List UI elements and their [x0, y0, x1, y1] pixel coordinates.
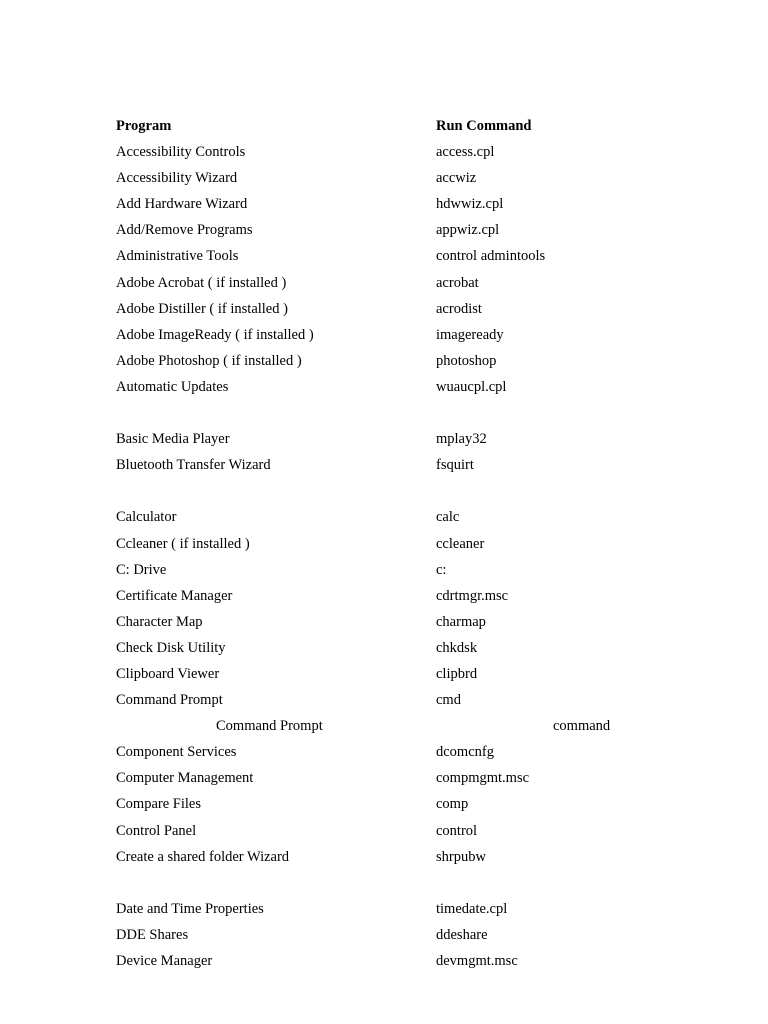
- spacer-row: [116, 480, 676, 506]
- spacer-row: [116, 402, 676, 428]
- table-row: [116, 167, 676, 193]
- run-command: ddeshare: [436, 926, 488, 943]
- program-name: Calculator: [116, 509, 177, 526]
- program-name: Accessibility Wizard: [116, 170, 238, 187]
- table-row: [116, 324, 676, 350]
- table-row: [116, 898, 676, 924]
- table-body: [116, 141, 676, 976]
- run-command: accwiz: [436, 170, 477, 187]
- header-run-command: Run Command: [436, 118, 532, 134]
- run-command: chkdsk: [436, 639, 478, 656]
- table-row: [116, 350, 676, 376]
- program-name: Automatic Updates: [116, 378, 229, 395]
- table-row: [116, 846, 676, 872]
- run-command: command: [553, 718, 611, 735]
- program-name: Basic Media Player: [116, 431, 230, 448]
- run-command: cdrtmgr.msc: [436, 587, 509, 604]
- program-name: Ccleaner ( if installed ): [116, 535, 250, 552]
- table-row: [116, 298, 676, 324]
- table-row: [116, 663, 676, 689]
- program-name: Clipboard Viewer: [116, 665, 220, 682]
- run-command: c:: [436, 561, 447, 578]
- program-name: Compare Files: [116, 796, 201, 813]
- header-program: Program: [116, 118, 172, 134]
- table-row: [116, 376, 676, 402]
- program-name: Device Manager: [116, 953, 213, 969]
- table-row: [116, 767, 676, 793]
- table-row: [116, 924, 676, 950]
- program-name: Certificate Manager: [116, 587, 233, 604]
- program-name: Adobe ImageReady ( if installed ): [116, 326, 314, 343]
- program-name: Adobe Photoshop ( if installed ): [116, 352, 302, 369]
- run-command: control: [436, 822, 478, 839]
- program-name: Adobe Acrobat ( if installed ): [116, 274, 287, 291]
- run-command: compmgmt.msc: [436, 770, 530, 787]
- program-name: Character Map: [116, 613, 203, 630]
- program-name: Bluetooth Transfer Wizard: [116, 457, 271, 474]
- program-name: Control Panel: [116, 822, 197, 839]
- program-name: Component Services: [116, 744, 237, 761]
- table-row: [116, 820, 676, 846]
- program-name: Accessibility Controls: [116, 144, 246, 161]
- run-command: acrodist: [436, 300, 482, 317]
- table-row: [116, 637, 676, 663]
- table-row: [116, 741, 676, 767]
- run-command: ccleaner: [436, 535, 485, 552]
- run-command: imageready: [436, 326, 504, 343]
- run-command: fsquirt: [436, 457, 474, 474]
- run-command: comp: [436, 796, 469, 813]
- table-row: [116, 715, 676, 741]
- run-command: wuaucpl.cpl: [436, 378, 507, 395]
- program-name: DDE Shares: [116, 926, 189, 943]
- table-row: [116, 950, 676, 976]
- run-command: control admintools: [436, 248, 546, 265]
- program-name: Date and Time Properties: [116, 900, 264, 917]
- table-row: [116, 559, 676, 585]
- run-command: photoshop: [436, 352, 497, 369]
- table-row: [116, 428, 676, 454]
- run-command: dcomcnfg: [436, 744, 494, 761]
- table-row: [116, 272, 676, 298]
- table-row: [116, 454, 676, 480]
- program-name: Command Prompt: [216, 718, 323, 735]
- run-command: appwiz.cpl: [436, 222, 500, 239]
- run-command: charmap: [436, 613, 486, 630]
- program-name: Adobe Distiller ( if installed ): [116, 300, 288, 317]
- run-command: clipbrd: [436, 665, 478, 682]
- program-name: Computer Management: [116, 770, 254, 787]
- table-row: [116, 193, 676, 219]
- table-row: [116, 689, 676, 715]
- program-name: Command Prompt: [116, 692, 223, 709]
- table-row: [116, 219, 676, 245]
- program-name: Add/Remove Programs: [116, 222, 253, 239]
- program-name: Administrative Tools: [116, 248, 239, 265]
- table-row: [116, 506, 676, 532]
- run-command: mplay32: [436, 431, 487, 448]
- table-row: [116, 793, 676, 819]
- program-name: Add Hardware Wizard: [116, 196, 248, 213]
- run-command: shrpubw: [436, 848, 486, 865]
- table-row: [116, 533, 676, 559]
- spacer-row: [116, 872, 676, 898]
- program-name: Create a shared folder Wizard: [116, 848, 290, 865]
- run-command: hdwwiz.cpl: [436, 196, 504, 213]
- run-command: access.cpl: [436, 144, 495, 161]
- table-row: [116, 585, 676, 611]
- table-row: [116, 141, 676, 167]
- run-commands-table: [116, 115, 676, 976]
- table-row: [116, 611, 676, 637]
- run-command: cmd: [436, 692, 461, 709]
- table-header-row: [116, 115, 676, 141]
- table-row: [116, 245, 676, 271]
- run-command: calc: [436, 509, 460, 526]
- program-name: Check Disk Utility: [116, 639, 226, 656]
- run-command: devmgmt.msc: [436, 953, 518, 969]
- run-command: acrobat: [436, 274, 479, 291]
- run-command: timedate.cpl: [436, 900, 508, 917]
- program-name: C: Drive: [116, 561, 167, 578]
